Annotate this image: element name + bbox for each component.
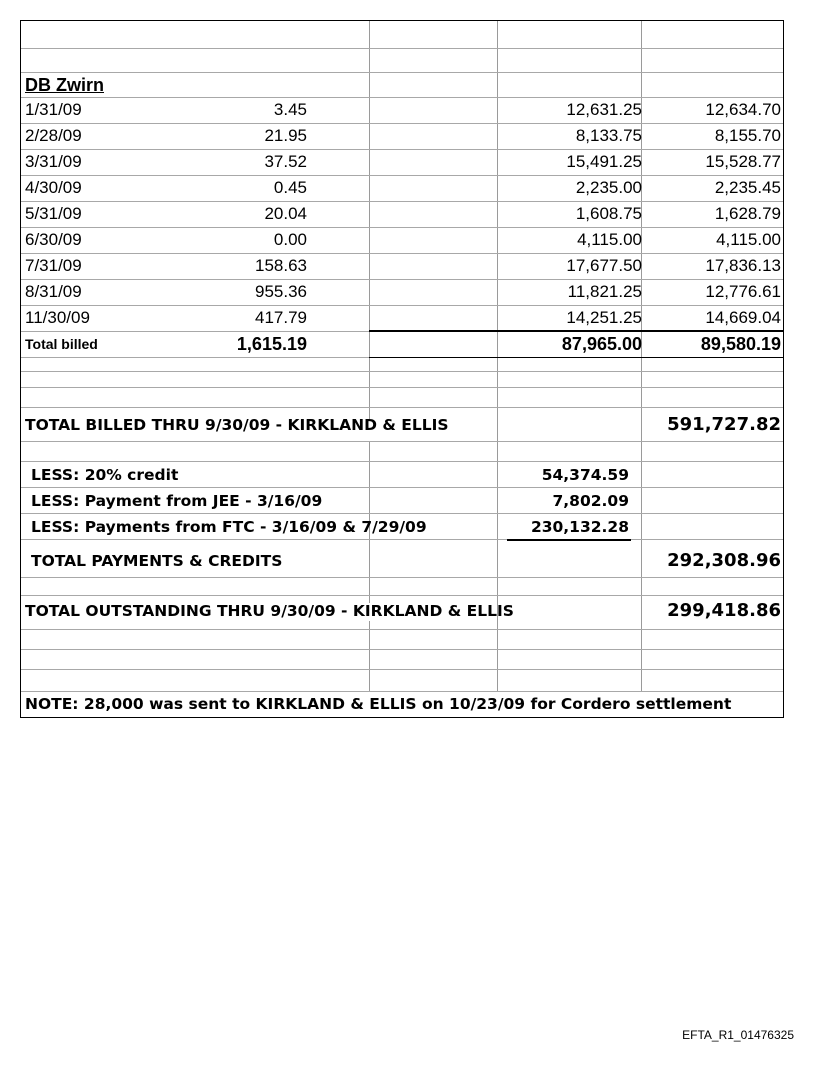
row-col4: 8,155.70	[714, 126, 781, 145]
row-col4: 4,115.00	[716, 230, 781, 249]
row-col2: 20.04	[264, 204, 307, 223]
row-date: 2/28/09	[25, 126, 82, 145]
less-label: LESS: 20% credit	[31, 466, 179, 484]
row-col2: 0.45	[273, 178, 307, 197]
row-col2: 3.45	[273, 100, 307, 119]
row-col4: 12,776.61	[705, 282, 781, 301]
row-date: 3/31/09	[25, 152, 82, 171]
row-col4: 2,235.45	[714, 178, 781, 197]
row-col2: 417.79	[255, 308, 307, 327]
row-col4: 14,669.04	[705, 308, 781, 327]
total-billed-col3: 87,965.00	[561, 334, 642, 354]
row-col2: 0.00	[273, 230, 307, 249]
row-line	[21, 72, 783, 73]
row-line	[21, 253, 783, 254]
section-title: DB Zwirn	[25, 75, 104, 95]
col-divider-2	[497, 21, 498, 691]
row-col4: 1,628.79	[714, 204, 781, 223]
row-date: 5/31/09	[25, 204, 82, 223]
row-col4: 17,836.13	[705, 256, 781, 275]
row-col3: 14,251.25	[566, 308, 642, 327]
col-divider-1c	[369, 621, 370, 691]
row-line	[21, 487, 783, 488]
row-date: 1/31/09	[25, 100, 82, 119]
row-col3: 1,608.75	[575, 204, 642, 223]
row-line	[21, 371, 783, 372]
less-value: 54,374.59	[541, 466, 629, 484]
row-line	[21, 201, 783, 202]
row-date: 6/30/09	[25, 230, 82, 249]
row-line	[21, 577, 783, 578]
less-label: LESS: Payment from JEE - 3/16/09	[31, 492, 323, 510]
total-billed-col4: 89,580.19	[700, 334, 781, 354]
row-col2: 158.63	[255, 256, 307, 275]
document-id: EFTA_R1_01476325	[682, 1028, 794, 1042]
row-line	[21, 595, 783, 596]
row-line	[21, 305, 783, 306]
row-line	[21, 48, 783, 49]
row-col2: 37.52	[264, 152, 307, 171]
row-line	[21, 669, 783, 670]
total-billed-col2: 1,615.19	[236, 334, 307, 354]
row-col3: 4,115.00	[577, 230, 642, 249]
row-line	[21, 227, 783, 228]
payments-rule	[507, 539, 631, 541]
row-date: 7/31/09	[25, 256, 82, 275]
row-col2: 955.36	[255, 282, 307, 301]
row-col3: 15,491.25	[566, 152, 642, 171]
row-col4: 12,634.70	[705, 100, 781, 119]
less-value: 7,802.09	[552, 492, 629, 510]
col-divider-1	[369, 21, 370, 421]
row-line	[21, 97, 783, 98]
row-col2: 21.95	[264, 126, 307, 145]
row-date: 4/30/09	[25, 178, 82, 197]
row-line	[21, 175, 783, 176]
row-col3: 8,133.75	[575, 126, 642, 145]
row-line	[21, 513, 783, 514]
row-col3: 2,235.00	[575, 178, 642, 197]
row-line	[21, 123, 783, 124]
row-col3: 17,677.50	[566, 256, 642, 275]
total-double-rule	[369, 357, 783, 358]
total-outstanding-value: 299,418.86	[667, 600, 781, 621]
total-payments-value: 292,308.96	[667, 550, 781, 571]
row-line	[21, 629, 783, 630]
note-text: NOTE: 28,000 was sent to KIRKLAND & ELLIS on 10/23/09 for Cordero settlement	[25, 695, 732, 713]
row-col4: 15,528.77	[705, 152, 781, 171]
row-line	[21, 407, 783, 408]
row-col3: 12,631.25	[566, 100, 642, 119]
row-date: 8/31/09	[25, 282, 82, 301]
row-line	[21, 649, 783, 650]
total-billed-thru-value: 591,727.82	[667, 414, 781, 435]
total-billed-label: Total billed	[25, 336, 98, 352]
less-value: 230,132.28	[530, 518, 629, 536]
row-line	[21, 461, 783, 462]
row-date: 11/30/09	[25, 308, 90, 327]
row-line	[21, 387, 783, 388]
total-payments-label: TOTAL PAYMENTS & CREDITS	[31, 552, 283, 570]
row-line	[21, 149, 783, 150]
less-label: LESS: Payments from FTC - 3/16/09 & 7/29/09	[31, 518, 427, 536]
spreadsheet	[20, 20, 784, 718]
row-line	[21, 279, 783, 280]
total-billed-thru-label: TOTAL BILLED THRU 9/30/09 - KIRKLAND & ELLIS	[25, 416, 449, 434]
row-col3: 11,821.25	[567, 282, 642, 301]
row-line	[21, 441, 783, 442]
total-outstanding-label: TOTAL OUTSTANDING THRU 9/30/09 - KIRKLAND & ELLIS	[25, 602, 514, 620]
row-line	[21, 539, 783, 540]
